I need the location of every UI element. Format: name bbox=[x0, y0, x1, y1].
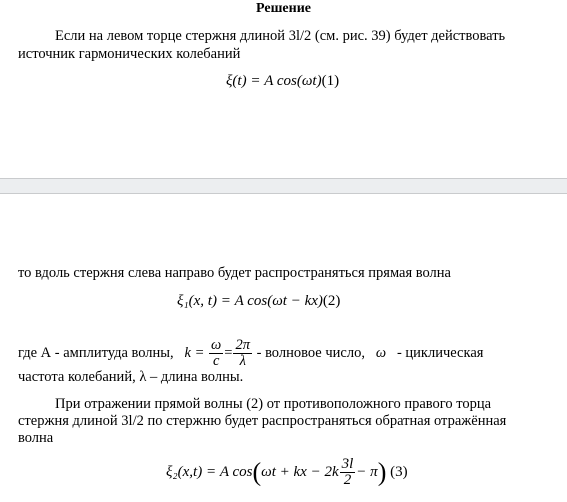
equation-1 bbox=[226, 73, 339, 90]
fraction-lambda-denominator: λ bbox=[239, 353, 246, 369]
equation-3 bbox=[166, 457, 408, 488]
equation-3-inner-a: ωt + kx − 2k bbox=[261, 463, 339, 480]
paragraph-1-line-1: Если на левом торце стержня длиной 3l/2 (см. рис. 39) будет действовать bbox=[55, 28, 506, 44]
omega-symbol: ω bbox=[375, 344, 387, 361]
equation-3-label: (3) bbox=[390, 463, 408, 480]
equation-1-label: (1) bbox=[321, 73, 340, 89]
paragraph-3-end: - циклическая bbox=[396, 344, 484, 361]
equation-3-open-paren: ( bbox=[252, 457, 262, 487]
paragraph-4: частота колебаний, λ – длина волны. bbox=[18, 369, 244, 385]
fraction-2pi-over-lambda bbox=[233, 338, 252, 369]
paragraph-1-line-2: источник гармонических колебаний bbox=[18, 46, 241, 62]
paragraph-5-line-1: При отражении прямой волны (2) от противоположного правого торца bbox=[55, 396, 492, 412]
fraction-omega-numerator: ω bbox=[211, 337, 222, 353]
equation-2-body: ξ₁(x, t) = A cos(ωt − kx) bbox=[177, 293, 323, 309]
equation-3-lhs: ξ₂(x,t) = A cos bbox=[166, 463, 253, 480]
wavenumber-symbol: k = bbox=[184, 344, 205, 361]
fraction-3l-numerator: 3l bbox=[341, 456, 354, 472]
fraction-c-denominator: c bbox=[212, 353, 220, 369]
fraction-omega-over-c bbox=[209, 338, 223, 369]
paragraph-3-mid: - волновое число, bbox=[256, 344, 365, 361]
page-break bbox=[0, 178, 567, 194]
paragraph-5-line-3: волна bbox=[18, 430, 54, 446]
solution-heading: Решение bbox=[256, 1, 311, 16]
fraction-2-denominator: 2 bbox=[343, 472, 352, 488]
fraction-3l-over-2 bbox=[340, 457, 356, 488]
equation-1-body: ξ(t) = A cos(ωt) bbox=[226, 73, 322, 89]
equation-3-close-paren: ) bbox=[377, 457, 387, 487]
paragraph-3: где А - амплитуда волны, k = $\frac{\omega}{c}$ = $\frac{2\pi}{\lambda}$ - волновое число, ω - циклическая bbox=[18, 337, 484, 369]
equation-2 bbox=[177, 293, 340, 310]
paragraph-5-line-2: стержня длиной 3l/2 по стержню будет распространяться обратная отражённая bbox=[18, 413, 507, 429]
fraction-2pi-numerator: 2π bbox=[235, 337, 250, 353]
paragraph-3-start: где А - амплитуда волны, bbox=[18, 344, 174, 361]
equation-2-label: (2) bbox=[322, 293, 341, 309]
paragraph-2: то вдоль стержня слева направо будет распространяться прямая волна bbox=[18, 265, 451, 281]
equation-3-inner-b: − π bbox=[356, 463, 378, 480]
